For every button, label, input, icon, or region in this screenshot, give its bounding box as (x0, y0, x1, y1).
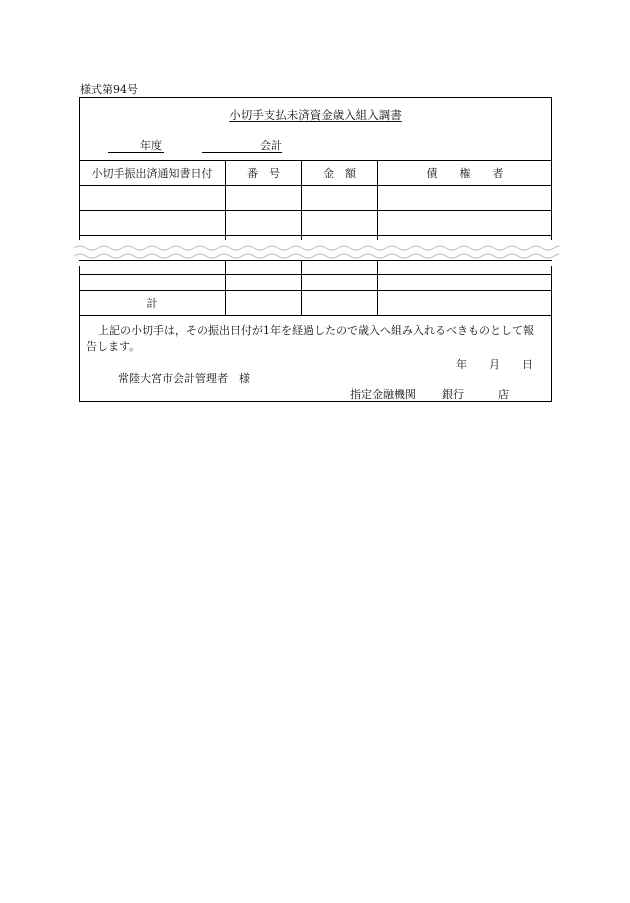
cell-check-date[interactable] (79, 186, 225, 210)
check-unpaid-report-form (79, 97, 552, 402)
bank-line (350, 386, 509, 402)
cell-total-amount[interactable] (301, 291, 377, 315)
table-row (79, 260, 552, 274)
table-header-row (79, 160, 552, 185)
table-row (79, 210, 552, 235)
table-total-row (79, 290, 552, 316)
cell-amount[interactable] (301, 186, 377, 210)
form-title: 小切手支払未済資金歳入組入調書 (229, 108, 402, 122)
account-label: 会計 (260, 139, 282, 152)
cell-creditor[interactable] (377, 211, 552, 235)
cell-check-date[interactable] (79, 211, 225, 235)
cell-creditor[interactable] (377, 275, 552, 290)
cell-number[interactable] (225, 275, 301, 290)
table-top (79, 160, 552, 245)
cell-total-creditor[interactable] (377, 291, 552, 315)
report-date: 年 月 日 (456, 358, 533, 371)
cell-number[interactable] (225, 186, 301, 210)
cell-check-date[interactable] (79, 261, 225, 274)
addressee: 常陸大宮市会計管理者 様 (118, 372, 250, 385)
cell-creditor[interactable] (377, 186, 552, 210)
cell-amount[interactable] (301, 275, 377, 290)
header-check-date: 小切手振出済通知書日付 (91, 167, 213, 180)
branch-label: 店 (498, 388, 509, 401)
account-field (202, 137, 282, 153)
header-number: 番 号 (225, 161, 301, 185)
cell-check-date[interactable] (79, 275, 225, 290)
header-amount: 金 額 (301, 161, 377, 185)
designated-bank-label: 指定金融機関 (350, 388, 416, 401)
table-bottom (79, 260, 552, 316)
cell-amount[interactable] (301, 261, 377, 274)
bank-label: 銀行 (442, 388, 464, 401)
fiscal-year-field (108, 137, 164, 153)
fiscal-year-blank[interactable] (108, 140, 140, 153)
table-row (79, 274, 552, 290)
cell-creditor[interactable] (377, 261, 552, 274)
table-row (79, 185, 552, 210)
cell-number[interactable] (225, 261, 301, 274)
report-statement: 上記の小切手は，その振出日付が1年を経過したので歳入へ組み入れるべきものとして報告します。 (86, 324, 534, 353)
total-label: 計 (146, 297, 158, 310)
header-creditor: 債 権 者 (377, 161, 552, 185)
cell-total-number[interactable] (225, 291, 301, 315)
account-blank[interactable] (202, 140, 260, 153)
fiscal-year-label: 年度 (140, 139, 162, 152)
form-number: 様式第94号 (80, 83, 138, 96)
cell-number[interactable] (225, 211, 301, 235)
cell-amount[interactable] (301, 211, 377, 235)
